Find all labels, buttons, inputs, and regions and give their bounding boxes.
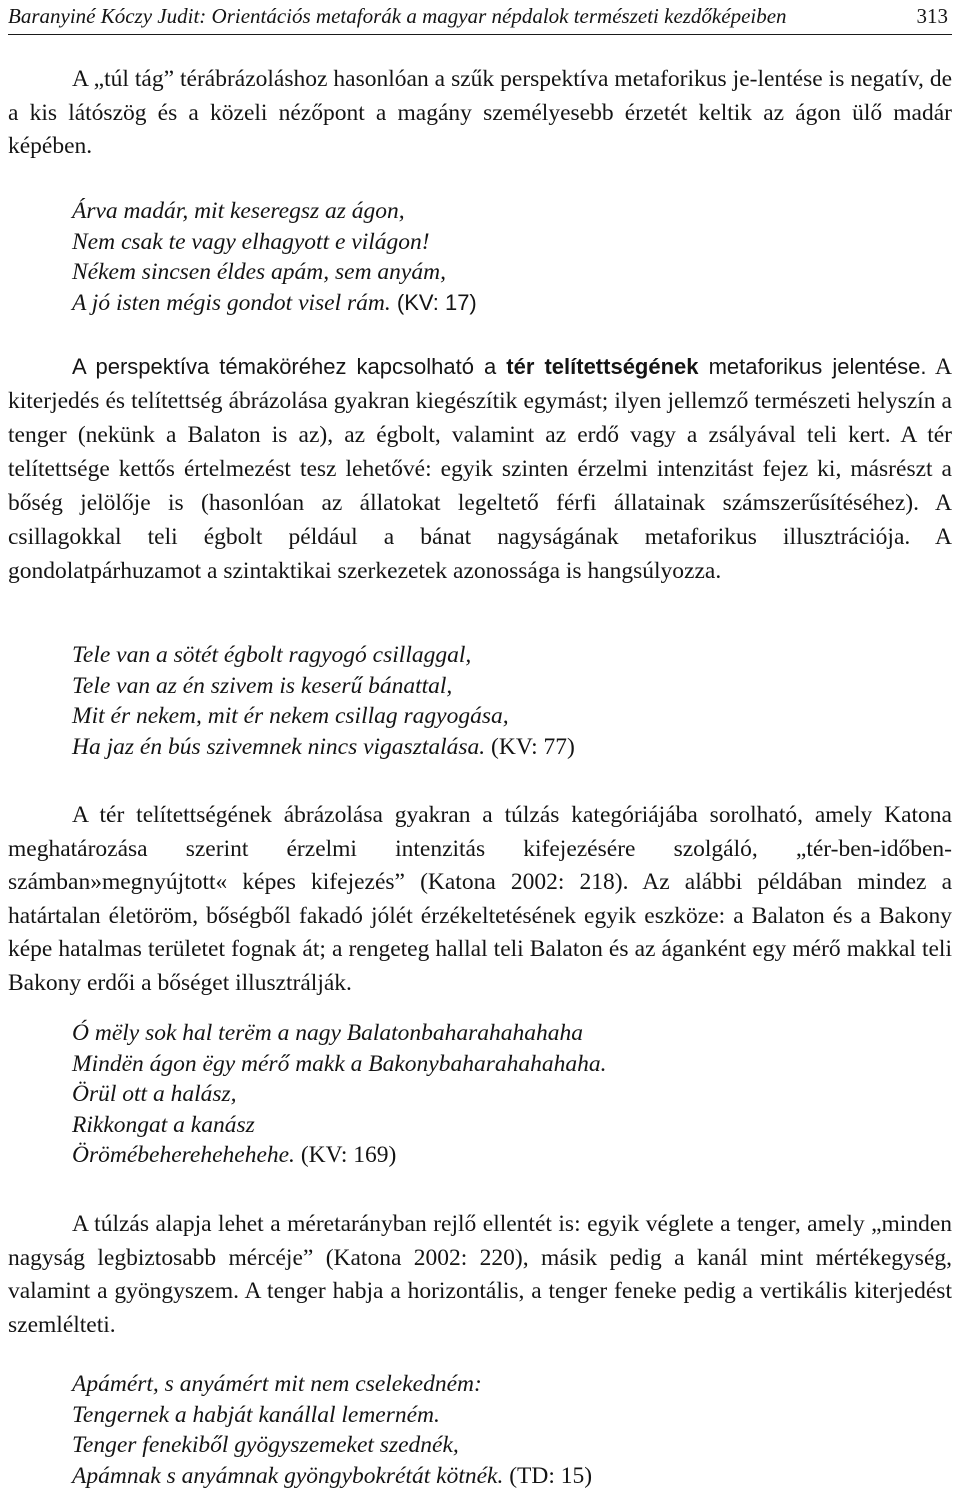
paragraph-exaggeration [8,799,952,1000]
verse-arva-madar [72,196,952,318]
verse-line: A jó isten mégis gondot visel rám. [72,289,391,316]
verse-line: Nem csak te vagy elhagyott e világon! [72,228,430,255]
verse-tele-van [72,640,952,762]
paragraph-narrow-perspective [8,63,952,164]
paragraph-text-cont: metaforikus jelentése. [698,354,927,379]
verse-line: Tele van a sötét égbolt ragyogó csillaggal, [72,642,472,668]
verse-line: Tengernek a habját kanállal lemerném. [72,1401,440,1428]
source-reference: (TD: 15) [503,1462,593,1489]
running-title: Baranyiné Kóczy Judit: Orientációs metaforák a magyar népdalok természeti kezdőképeiben [8,4,787,28]
verse-line: Örül ott a halász, [72,1081,237,1107]
source-reference: (KV: 169) [294,1142,397,1168]
paragraph-proportion [8,1208,952,1342]
verse-line: Apámért, s anyámért mit nem cselekedném: [72,1371,482,1397]
verse-line: Mindën ágon ëgy mérő makk a Bakonybaharahahahaha. [72,1050,607,1077]
emphasis-term: tér telítettségének [506,354,699,379]
paragraph-text-rest: A kiterjedés és telítettség ábrázolása gyakran kiegészítik egymást; ilyen jellemző természeti helyszín a tenger (nekünk a Balaton is az), az égbolt, valamint az erdő vagy a zsályával teli kert. A tér telítettsége kettős értelmezést tesz lehetővé: egyik szinten érzelmi intenzitást fejez ki, másrészt a bőség jelölője is (hasonlóan az állatokat legeltető férfi állatainak számszerűsítéséhez). A csillagokkal teli égbolt például a bánat nagyságának metaforikus illusztrációja. A gondolatpárhuzamot a szintaktikai szerkezetek azonossága is hangsúlyozza. [8,354,953,584]
verse-line: Nékem sincsen éldes apám, sem anyám, [72,259,446,285]
paragraph-space-saturation [8,350,952,588]
verse-line: Mit ér nekem, mit ér nekem csillag ragyogása, [72,703,509,729]
verse-line: Tenger fenekiből gyögyszemeket szednék, [72,1432,459,1458]
verse-line: Árva madár, mit keseregsz az ágon, [72,198,405,224]
paragraph-text-start: A perspektíva témaköréhez kapcsolható a [72,354,507,379]
page-number: 313 [916,4,948,28]
verse-apamert [72,1369,952,1491]
paragraph-text: A tér telítettségének ábrázolása gyakran a túlzás kategóriájába sorolható, amely Katona meghatározása szerint érzelmi intenzitás kifejezésére szolgáló, „tér-ben-időben-számban»megnyújtott« képes kifejezés” (Katona 2002: 218). Az alábbi példában mindez a határtalan életöröm, bőségből fakadó jólét érzékeltetésének egyik eszköze: a Balaton és a Bakony képe hatalmas területet fognak át; a rengeteg hallal teli Balaton és az áganként egy mérő makkal teli Bakony erdői a bőséget illusztrálják. [8,802,952,996]
verse-line: Apámnak s anyámnak gyöngybokrétát kötnék. [72,1462,504,1489]
verse-line: Tele van az én szivem is keserű bánattal, [72,672,453,699]
verse-line: Ó mëly sok hal terëm a nagy Balatonbaharahahahaha [72,1020,584,1046]
source-reference: (KV: 77) [485,733,575,760]
paragraph-text [8,350,952,588]
verse-balaton [72,1018,952,1171]
verse-line: Rikkongat a kanász [72,1111,255,1138]
paragraph-text: A „túl tág” térábrázoláshoz hasonlóan a szűk perspektíva metaforikus je-lentése is negatív, de a kis látószög és a közeli nézőpont a magány személyesebb érzetét keltik az ágon ülő madár képében. [8,66,952,159]
source-reference: (KV: 17) [390,289,477,315]
verse-line: Örömébeherehehehehe. [72,1142,295,1168]
paragraph-text: A túlzás alapja lehet a méretarányban rejlő ellentét is: egyik véglete a tenger, amely „minden nagyság legbiztosabb mércéje” (Katona 2002: 220), másik pedig a kanál mint mértékegység, valamint a gyöngyszem. A tenger habja a horizontális, a tenger feneke pedig a vertikális kiterjedést szemlélteti. [8,1211,952,1338]
running-header [8,0,952,35]
verse-line: Ha jaz én bús szivemnek nincs vigasztalása. [72,733,486,760]
